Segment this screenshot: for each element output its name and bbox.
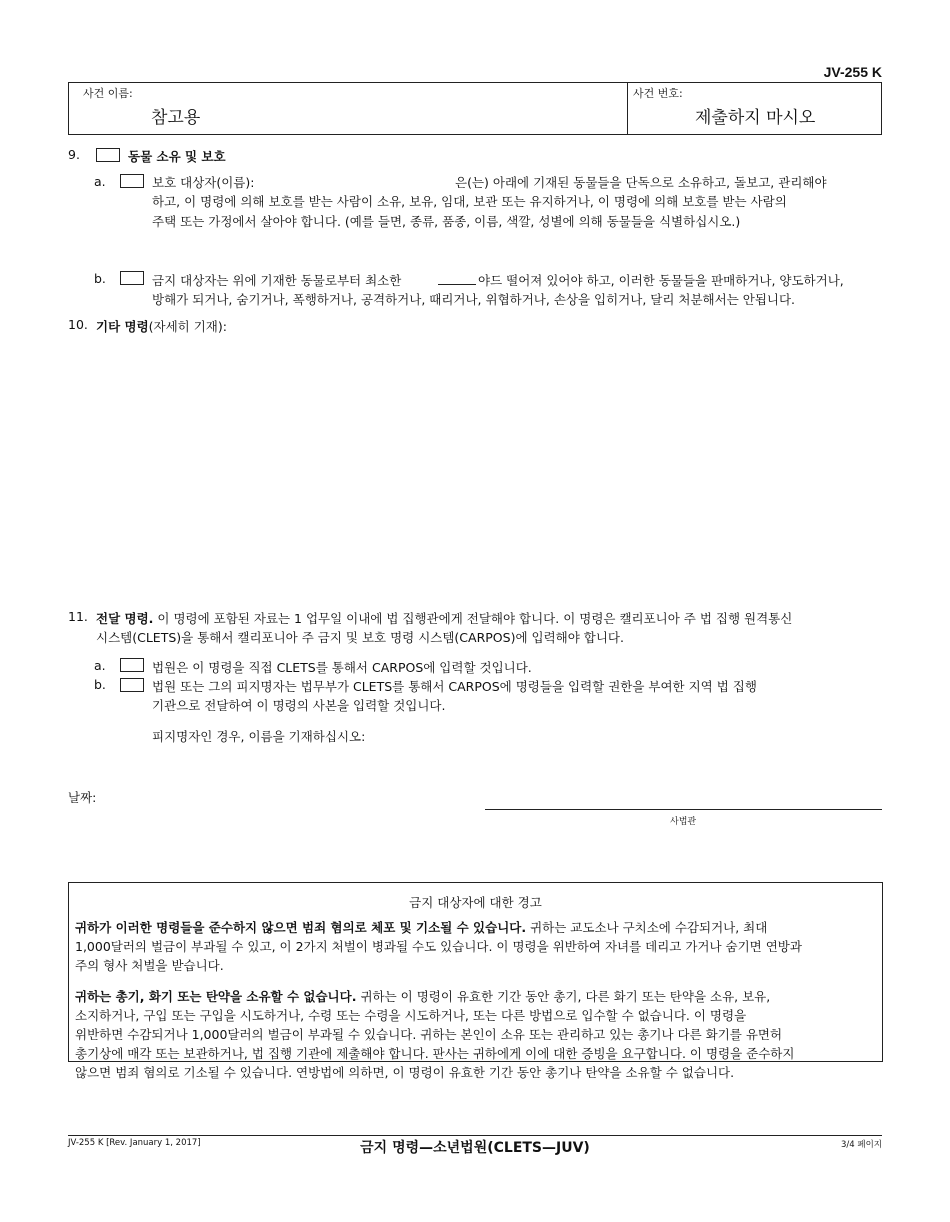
item11a-text: 법원은 이 명령을 직접 CLETS를 통해서 CARPOS에 입력할 것입니다. xyxy=(152,660,532,675)
item11b-letter: b. xyxy=(94,677,106,692)
item9-number: 9. xyxy=(68,147,80,162)
item11b-text1: 법원 또는 그의 피지명자는 법무부가 CLETS를 통해서 CARPOS에 명령들을 입력할 권한을 부여한 지역 법 집행 xyxy=(152,679,757,694)
item9a-text3: 주택 또는 가정에서 살아야 합니다. (예를 들면, 종류, 품종, 이름, 색깔, 성별에 의해 동물들을 식별하십시오.) xyxy=(152,214,741,229)
item10-note: (자세히 기재): xyxy=(148,319,227,334)
warning-p2-line5: 않으면 범죄 혐의로 기소될 수 있습니다. 연방법에 의하면, 이 명령이 유효한 기간 동안 총기나 탄약을 소유할 수 없습니다. xyxy=(75,1065,735,1080)
case-header xyxy=(68,82,882,135)
item9b-yard-blank[interactable] xyxy=(438,274,476,285)
designee-label: 피지명자인 경우, 이름을 기재하십시오: xyxy=(152,729,366,744)
warning-p1-line2: 1,000달러의 벌금이 부과될 수 있고, 이 2가지 처벌이 병과될 수도 있습니다. 이 명령을 위반하여 자녀를 데리고 가거나 숨기면 연방과 xyxy=(75,939,802,954)
item11-number: 11. xyxy=(68,609,88,624)
item11-text1: 이 명령에 포함된 자료는 1 업무일 이내에 법 집행관에게 전달해야 합니다. 이 명령은 캘리포니아 주 법 집행 원격통신 xyxy=(157,611,793,626)
footer-title: 금지 명령—소년법원(CLETS—JUV) xyxy=(360,1140,590,1156)
item9b-text2: 방해가 되거나, 숨기거나, 폭행하거나, 공격하거나, 때리거나, 위협하거나, 손상을 입히거나, 달리 처분해서는 안됩니다. xyxy=(152,292,796,307)
item11b-checkbox[interactable] xyxy=(120,678,144,692)
case-name-value: 참고용 xyxy=(151,108,201,128)
footer-rule xyxy=(68,1135,882,1136)
item9a-checkbox[interactable] xyxy=(120,174,144,188)
item10-title: 기타 명령 xyxy=(96,319,149,334)
item9b-text1b: 야드 떨어져 있어야 하고, 이러한 동물들을 판매하거나, 양도하거나, xyxy=(478,273,844,288)
warning-p2-line2: 소지하거나, 구입 또는 구입을 시도하거나, 수령 또는 수령을 시도하거나, 또는 다른 방법으로 입수할 수 없습니다. 이 명령을 xyxy=(75,1008,747,1023)
warning-p2-rest: 귀하는 이 명령이 유효한 기간 동안 총기, 다른 화기 또는 탄약을 소유, 보유, xyxy=(360,989,771,1004)
item9a-label: 보호 대상자(이름): xyxy=(152,175,255,190)
item11-text2: 시스템(CLETS)을 통해서 캘리포니아 주 금지 및 보호 명령 시스템(CARPOS)에 입력해야 합니다. xyxy=(96,630,624,645)
warning-p1-line3: 주의 형사 처벌을 받습니다. xyxy=(75,958,224,973)
date-label: 날짜: xyxy=(68,790,97,805)
item11-title: 전달 명령. xyxy=(96,611,154,626)
warning-box xyxy=(68,882,883,1080)
warning-p2-line3: 위반하면 수감되거나 1,000달러의 벌금이 부과될 수 있습니다. 귀하는 본인이 소유 또는 관리하고 있는 총기나 다른 화기를 유면허 xyxy=(75,1027,783,1042)
item9b-letter: b. xyxy=(94,271,106,286)
item9-checkbox[interactable] xyxy=(96,148,120,162)
warning-p1-rest: 귀하는 교도소나 구치소에 수감되거나, 최대 xyxy=(530,920,768,935)
item9a-text2: 하고, 이 명령에 의해 보호를 받는 사람이 소유, 보유, 임대, 보관 또는 유지하거나, 이 명령에 의해 보호를 받는 사람의 xyxy=(152,194,787,209)
warning-p1-bold: 귀하가 이러한 명령들을 준수하지 않으면 범죄 혐의로 체포 및 기소될 수 있습니다. xyxy=(75,920,527,935)
case-name-label: 사건 이름: xyxy=(83,87,133,100)
item9b-checkbox[interactable] xyxy=(120,271,144,285)
warning-p1-line1 xyxy=(75,918,767,936)
warning-p2-bold: 귀하는 총기, 화기 또는 탄약을 소유할 수 없습니다. xyxy=(75,989,357,1004)
item11a-checkbox[interactable] xyxy=(120,658,144,672)
item11b-text2: 기관으로 전달하여 이 명령의 사본을 입력할 것입니다. xyxy=(152,698,446,713)
item9a-text1: 은(는) 아래에 기재된 동물들을 단독으로 소유하고, 돌보고, 관리해야 xyxy=(455,175,827,190)
item9a-letter: a. xyxy=(94,174,106,189)
warning-p2-line1 xyxy=(75,987,770,1005)
item11a-letter: a. xyxy=(94,658,106,673)
item10-number: 10. xyxy=(68,317,88,332)
item9b-text1a: 금지 대상자는 위에 기재한 동물로부터 최소한 xyxy=(152,273,402,288)
item10-heading xyxy=(96,317,227,335)
item11-line1 xyxy=(96,609,792,627)
warning-title: 금지 대상자에 대한 경고 xyxy=(409,895,542,910)
header-divider xyxy=(627,83,628,134)
form-number: JV-255 K xyxy=(823,64,882,80)
item9-title: 동물 소유 및 보호 xyxy=(128,149,226,164)
signature-line[interactable] xyxy=(485,809,882,810)
judge-label: 사법관 xyxy=(670,817,697,827)
footer-page: 3/4 페이지 xyxy=(840,1140,882,1150)
warning-p2-line4: 총기상에 매각 또는 보관하거나, 법 집행 기관에 제출해야 합니다. 판사는 귀하에게 이에 대한 증빙을 요구합니다. 이 명령을 준수하지 xyxy=(75,1046,795,1061)
case-number-label: 사건 번호: xyxy=(633,87,683,100)
case-number-value: 제출하지 마시오 xyxy=(695,108,816,128)
footer-rev: JV-255 K [Rev. January 1, 2017] xyxy=(68,1138,201,1148)
